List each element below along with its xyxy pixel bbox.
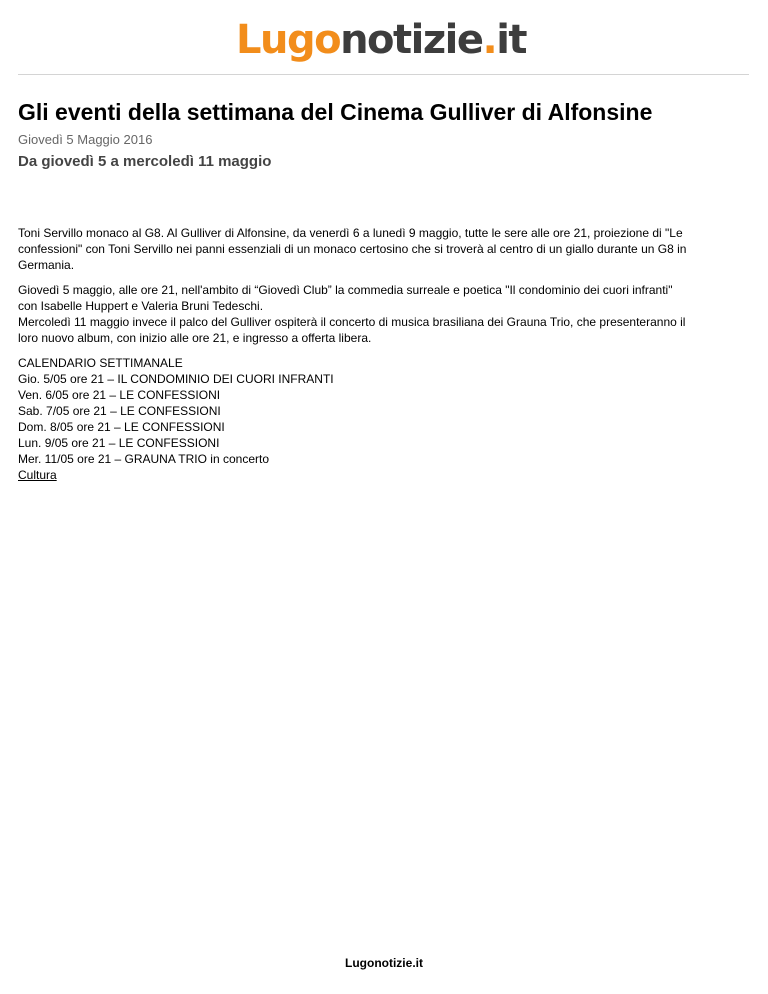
weekly-calendar [18,355,740,467]
logo-part-lugo: Lugo [236,17,341,63]
paragraph-film-confessioni [18,225,740,273]
calendar-entry: Mer. 11/05 ore 21 – GRAUNA TRIO in concerto [18,452,270,466]
text-line: Mercoledì 11 maggio invece il palco del Gulliver ospiterà il concerto di musica brasiliana dei Grauna Trio, che presenteranno il [18,315,686,329]
text-line: con Isabelle Huppert e Valeria Bruni Tedeschi. [18,299,264,313]
text-line: Germania. [18,258,75,272]
paragraph-giovedi-club [18,282,740,346]
text-line: Giovedì 5 maggio, alle ore 21, nell'ambito di “Giovedì Club” la commedia surreale e poetica "Il condominio dei cuori infranti" [18,283,673,297]
article-title: Gli eventi della settimana del Cinema Gulliver di Alfonsine [18,99,653,125]
calendar-entry: Lun. 9/05 ore 21 – LE CONFESSIONI [18,436,220,450]
article-body [18,225,740,483]
logo-part-notizie: notizie [340,17,483,63]
text-line: Toni Servillo monaco al G8. Al Gulliver di Alfonsine, da venerdì 6 a lunedì 9 maggio, tutte le sere alle ore 21, proiezione di "Le [18,226,683,240]
masthead [0,0,768,76]
calendar-entry: Gio. 5/05 ore 21 – IL CONDOMINIO DEI CUORI INFRANTI [18,372,334,386]
calendar-entry: Dom. 8/05 ore 21 – LE CONFESSIONI [18,420,225,434]
calendar-entry: Sab. 7/05 ore 21 – LE CONFESSIONI [18,404,221,418]
article-date: Giovedì 5 Maggio 2016 [18,132,153,147]
text-line: confessioni" con Toni Servillo nei panni essenziali di un monaco certosino che si troverà al centro di un giallo durante un G8 in [18,242,687,256]
logo-part-it: it [496,17,527,63]
header-divider [18,74,749,75]
text-line: loro nuovo album, con inizio alle ore 21, e ingresso a offerta libera. [18,331,372,345]
category-link[interactable]: Cultura [18,468,57,482]
logo-dot: . [482,17,497,63]
site-logo[interactable] [236,12,526,68]
calendar-heading: CALENDARIO SETTIMANALE [18,356,183,370]
article-subtitle: Da giovedì 5 a mercoledì 11 maggio [18,153,272,170]
footer-site-name: Lugonotizie.it [345,956,423,970]
calendar-entry: Ven. 6/05 ore 21 – LE CONFESSIONI [18,388,221,402]
